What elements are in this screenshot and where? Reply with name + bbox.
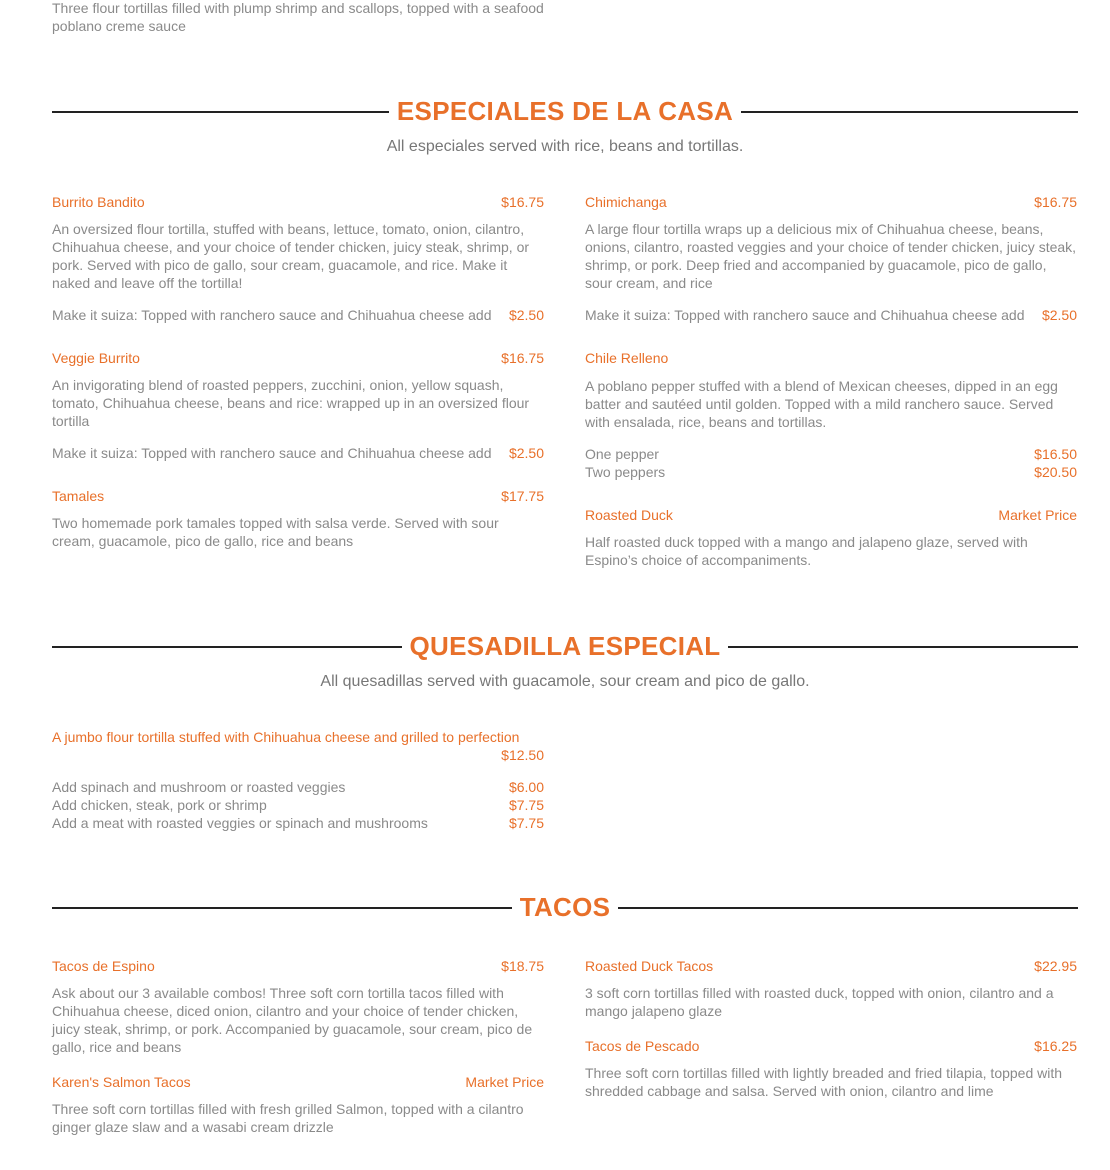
item-addon: Make it suiza: Topped with ranchero sauce and Chihuahua cheese add $2.50 — [585, 307, 1077, 323]
menu-item-tacos-de-espino — [52, 957, 544, 1056]
menu-item-quesadilla — [52, 728, 544, 832]
especiales-left-column — [52, 193, 544, 566]
item-name: Roasted Duck Tacos — [585, 958, 714, 974]
item-name: Tacos de Pescado — [585, 1038, 700, 1054]
tacos-section-header — [52, 887, 1078, 927]
item-price: $18.75 — [501, 958, 544, 974]
item-price: $22.95 — [1034, 958, 1077, 974]
menu-item-roasted-duck — [585, 506, 1077, 569]
menu-item-roasted-duck-tacos — [585, 957, 1077, 1020]
item-name: Tamales — [52, 488, 105, 504]
item-option: Two peppers $20.50 — [585, 464, 1077, 480]
item-price: $16.75 — [501, 194, 544, 210]
item-name: Karen's Salmon Tacos — [52, 1074, 191, 1090]
especiales-subtitle: All especiales served with rice, beans and tortillas. — [386, 138, 744, 155]
addon-row: Add chicken, steak, pork or shrimp $7.75 — [52, 797, 544, 813]
tacos-left-column — [52, 957, 544, 1152]
item-name: A jumbo flour tortilla stuffed with Chihuahua cheese and grilled to perfection — [52, 729, 520, 745]
menu-item-tamales — [52, 487, 544, 550]
item-price: $16.75 — [1034, 194, 1077, 210]
item-name: Burrito Bandito — [52, 194, 145, 210]
tacos-right-column — [585, 957, 1077, 1116]
quesadilla-title: QUESADILLA ESPECIAL — [52, 626, 1078, 666]
menu-item-chimichanga — [585, 193, 1077, 324]
tacos-title: TACOS — [52, 887, 1078, 927]
item-name: Chile Relleno — [585, 350, 669, 366]
menu-item-veggie-burrito — [52, 349, 544, 462]
item-description: Two homemade pork tamales topped with salsa verde. Served with sour cream, guacamole, pico de gallo, rice and beans — [52, 515, 499, 549]
item-description: An invigorating blend of roasted peppers, zucchini, onion, yellow squash, tomato, Chihuahua cheese, beans and rice: wrapped up in an oversized flour tortilla — [52, 377, 530, 429]
item-price: $12.50 — [501, 747, 544, 763]
item-price: $16.75 — [501, 350, 544, 366]
item-option: One pepper $16.50 — [585, 446, 1077, 462]
quesadilla-subtitle: All quesadillas served with guacamole, sour cream and pico de gallo. — [320, 673, 810, 690]
menu-item-burrito-bandito — [52, 193, 544, 324]
item-description: A large flour tortilla wraps up a delicious mix of Chihuahua cheese, beans, onions, cilantro, roasted veggies and your choice of tender chicken, juicy steak, shrimp, or pork. Deep fried and accompanied by guacamole, pico de gallo, sour cream, and rice — [585, 221, 1077, 291]
especiales-section-header — [52, 91, 1078, 131]
item-addon: Make it suiza: Topped with ranchero sauce and Chihuahua cheese add $2.50 — [52, 307, 544, 323]
menu-item-chile-relleno — [585, 349, 1077, 481]
quesadilla-addons — [52, 778, 544, 832]
especiales-right-column — [585, 193, 1077, 585]
item-description: Half roasted duck topped with a mango and jalapeno glaze, served with Espino’s choice of accompaniments. — [585, 534, 1028, 568]
item-description: Three soft corn tortillas filled with fresh grilled Salmon, topped with a cilantro ginger glaze slaw and a wasabi cream drizzle — [52, 1101, 524, 1135]
item-price: Market Price — [998, 507, 1077, 523]
item-price: $17.75 — [501, 488, 544, 504]
item-price: Market Price — [465, 1074, 544, 1090]
quesadilla-section-header — [52, 626, 1078, 666]
item-addon: Make it suiza: Topped with ranchero sauce and Chihuahua cheese add $2.50 — [52, 445, 544, 461]
item-name: Chimichanga — [585, 194, 667, 210]
especiales-title: ESPECIALES DE LA CASA — [52, 91, 1078, 131]
previous-item-description: Three flour tortillas filled with plump shrimp and scallops, topped with a seafood poblano creme sauce — [52, 0, 544, 34]
menu-item-tacos-de-pescado — [585, 1037, 1077, 1100]
item-description: Ask about our 3 available combos! Three soft corn tortilla tacos filled with Chihuahua cheese, diced onion, cilantro and your choice of tender chicken, juicy steak, shrimp, or pork. Accompanied by guacamole, sour cream, pico de gallo, rice and beans — [52, 985, 533, 1055]
addon-row: Add a meat with roasted veggies or spinach and mushrooms $7.75 — [52, 815, 544, 831]
menu-item-karens-salmon-tacos — [52, 1073, 544, 1136]
item-description: 3 soft corn tortillas filled with roasted duck, topped with onion, cilantro and a mango jalapeno glaze — [585, 985, 1054, 1019]
addon-row: Add spinach and mushroom or roasted veggies $6.00 — [52, 779, 544, 795]
item-name: Roasted Duck — [585, 507, 673, 523]
item-description: Three soft corn tortillas filled with lightly breaded and fried tilapia, topped with shredded cabbage and salsa. Served with onion, cilantro and lime — [585, 1065, 1063, 1099]
item-description: An oversized flour tortilla, stuffed with beans, lettuce, tomato, onion, cilantro, Chihuahua cheese, and your choice of tender chicken, juicy steak, shrimp, or pork. Served with pico de gallo, sour cream, guacamole, and rice. Make it naked and leave off the tortilla! — [52, 221, 530, 291]
item-name: Veggie Burrito — [52, 350, 140, 366]
item-price: $16.25 — [1034, 1038, 1077, 1054]
item-name: Tacos de Espino — [52, 958, 155, 974]
item-description: A poblano pepper stuffed with a blend of Mexican cheeses, dipped in an egg batter and sautéed until golden. Topped with a mild ranchero sauce. Served with ensalada, rice, beans and tortillas. — [585, 378, 1058, 430]
